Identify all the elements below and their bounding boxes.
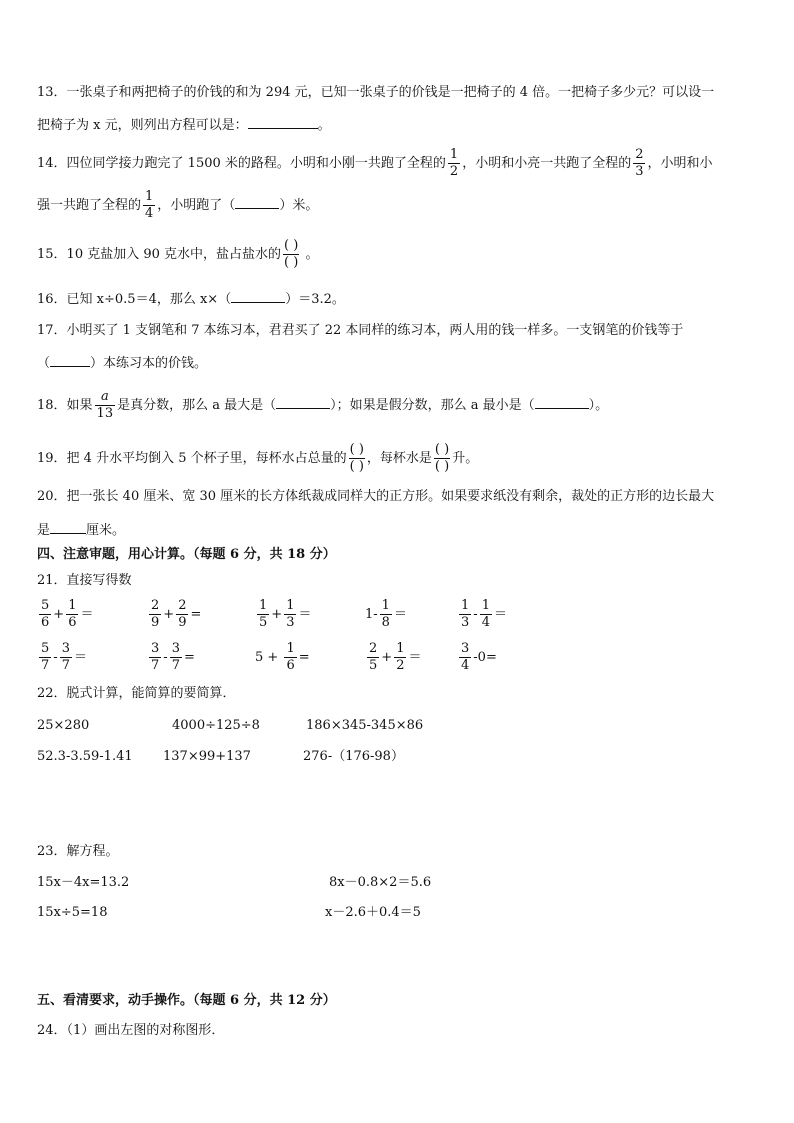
fraction-numerator: 2 (178, 598, 187, 613)
operator: + (53, 607, 65, 622)
fraction (39, 641, 51, 674)
q17-answer-blank[interactable] (50, 353, 90, 367)
equals-sign: ＝ (298, 607, 312, 622)
fraction-numerator: 1 (68, 598, 77, 613)
fraction-numerator: 2 (151, 598, 160, 613)
q21-expression (365, 641, 421, 674)
q17-line1: 17．小明买了 1 支钢笔和 7 本练习本，君君买了 22 本同样的练习本，两人用的钱一样多。一支钢笔的价钱等于 (37, 323, 684, 338)
fraction (39, 598, 51, 631)
fraction-denominator: 7 (41, 658, 50, 673)
q18-line (37, 389, 608, 422)
q18-text-b: 是真分数，那么 a 最大是（ (117, 398, 277, 413)
equals-sign: = (298, 650, 310, 665)
fraction-denominator: ( ) (349, 459, 364, 474)
fraction (284, 598, 296, 631)
fraction-numerator: 3 (61, 641, 70, 656)
q16-text-a: 16．已知 x÷0.5＝4，那么 x×（ (37, 292, 232, 307)
fraction-denominator: 6 (68, 615, 77, 630)
fraction-denominator: 8 (381, 615, 390, 630)
q18-answer-blank-1[interactable] (276, 395, 330, 409)
fraction-denominator: 9 (151, 615, 160, 630)
q14-text-f: ）米。 (279, 198, 319, 213)
q13-line1: 13．一张桌子和两把椅子的价钱的和为 294 元，已知一张桌子的价钱是一把椅子的 4 倍。一把椅子多少元？可以设一 (37, 85, 715, 100)
q22-expr: 4000÷125÷8 (172, 718, 260, 733)
fraction-denominator: 4 (461, 658, 470, 673)
operator: + (163, 607, 175, 622)
q20-text-b: 厘米。 (86, 523, 126, 538)
q23-title: 23．解方程。 (37, 844, 119, 859)
q21-expression (457, 598, 507, 631)
fraction (480, 598, 492, 631)
fraction (60, 641, 72, 674)
q20-line1: 20．把一张长 40 厘米、宽 30 厘米的长方体纸裁成同样大的正方形。如果要求纸没有剩余，裁处的正方形的边长最大 (37, 489, 715, 504)
fraction-numerator: 1 (449, 147, 459, 162)
fraction (367, 641, 379, 674)
fraction-numerator: 5 (41, 641, 50, 656)
operator: - (473, 607, 478, 622)
q20-answer-blank[interactable] (50, 520, 86, 534)
fraction-numerator: 5 (41, 598, 50, 613)
q14-text-e: ，小明跑了（ (157, 198, 236, 213)
fraction (257, 598, 269, 631)
q19-text-a: 19．把 4 升水平均倒入 5 个杯子里，每杯水占总量的 (37, 451, 347, 466)
fraction-numerator: 1 (286, 641, 295, 656)
fraction (66, 598, 78, 631)
q13-text: 把椅子为 x 元，则列出方程可以是： (37, 118, 248, 133)
equals-sign: = (183, 650, 195, 665)
operator: - (163, 650, 168, 665)
q21-expression (365, 598, 407, 631)
q16-line (37, 289, 345, 309)
fraction-denominator: 2 (449, 164, 459, 179)
q24-line: 24．（1）画出左图的对称图形． (37, 1023, 225, 1038)
fraction-denominator: 6 (41, 615, 50, 630)
q18-text-d: ）。 (588, 398, 609, 413)
fraction (394, 641, 406, 674)
q14-text-a: 14．四位同学接力跑完了 1500 米的路程。小明和小刚一共跑了全程的 (37, 156, 446, 171)
q18-text-c: ）；如果是假分数，那么 a 最小是（ (330, 398, 535, 413)
q20-text-a: 是 (37, 523, 51, 538)
fraction-denominator: 9 (178, 615, 187, 630)
q15-end: 。 (305, 247, 319, 262)
q22-expr: 52.3-3.59-1.41 (37, 749, 133, 764)
fraction-denominator: 4 (145, 206, 154, 221)
fraction (170, 641, 182, 674)
q19-fraction-blank-1[interactable] (349, 442, 365, 475)
equals-sign: = (190, 607, 202, 622)
q16-answer-blank[interactable] (231, 289, 285, 303)
q23-equation: x－2.6＋0.4＝5 (325, 905, 421, 920)
q22-title: 22．脱式计算，能简算的要简算． (37, 686, 236, 701)
fraction-numerator: 1 (461, 598, 470, 613)
q16-text-b: ）＝3.2。 (285, 292, 345, 307)
q23-equation: 15x÷5=18 (37, 905, 108, 920)
q23-equation: 8x－0.8×2＝5.6 (329, 875, 432, 890)
fraction-numerator: 1 (145, 189, 154, 204)
operator: + (381, 650, 393, 665)
fraction-denominator: 3 (286, 615, 295, 630)
q14-fraction-2 (633, 147, 645, 180)
equals-sign: ＝ (393, 607, 407, 622)
q21-expression (255, 598, 311, 631)
fraction-numerator: 1 (481, 598, 490, 613)
q18-text-a: 18．如果 (37, 398, 93, 413)
equals-sign: ＝ (73, 650, 87, 665)
fraction-denominator: 3 (635, 164, 644, 179)
fraction-denominator: 2 (396, 658, 405, 673)
fraction-numerator: ( ) (349, 442, 364, 457)
fraction-denominator: 4 (481, 615, 490, 630)
fraction (380, 598, 392, 631)
equals-sign: ＝ (493, 607, 507, 622)
equals-sign: ＝ (80, 607, 94, 622)
fraction (459, 598, 471, 631)
fraction (149, 641, 161, 674)
q15-text: 15．10 克盐加入 90 克水中，盐占盐水的 (37, 247, 282, 262)
q18-answer-blank-2[interactable] (535, 395, 589, 409)
fraction-numerator: 3 (171, 641, 180, 656)
fraction-denominator: 7 (61, 658, 70, 673)
q14-answer-blank[interactable] (235, 195, 279, 209)
q19-text-b: ，每杯水是 (366, 451, 432, 466)
operator: - (53, 650, 58, 665)
fraction-numerator: 1 (286, 598, 295, 613)
q22-expr: 276-（176-98） (303, 749, 404, 764)
fraction-numerator: 1 (381, 598, 390, 613)
q22-expr: 186×345-345×86 (306, 718, 424, 733)
q21-expression (37, 598, 93, 631)
expr-prefix: 1- (365, 607, 378, 622)
q14-text-c: ，小明和小 (647, 156, 713, 171)
q18-fraction (95, 389, 116, 422)
q14-text-d: 强一共跑了全程的 (37, 198, 142, 213)
fraction-denominator: ( ) (284, 255, 299, 270)
q23-equation: 15x－4x=13.2 (37, 875, 130, 890)
q21-expression (457, 641, 497, 674)
fraction-denominator: 13 (96, 406, 114, 421)
expr-prefix: 5 + (255, 650, 283, 665)
fraction-denominator: 6 (286, 658, 295, 673)
q21-expression (147, 598, 201, 631)
fraction-denominator: ( ) (434, 459, 450, 474)
q13-answer-blank[interactable] (248, 115, 318, 129)
q19-text-c: 升。 (452, 451, 479, 466)
fraction-numerator: 1 (396, 641, 405, 656)
q15-fraction-blank[interactable] (283, 238, 299, 271)
q20-line2 (37, 520, 125, 540)
q17-text-a: （ (37, 356, 51, 371)
q15-line (37, 238, 318, 271)
q22-expr: 25×280 (37, 718, 90, 733)
q21-expression (37, 641, 87, 674)
q13-line2 (37, 115, 331, 135)
fraction-denominator: 7 (171, 658, 180, 673)
fraction (149, 598, 161, 631)
fraction-numerator: 3 (151, 641, 160, 656)
q21-title: 21．直接写得数 (37, 573, 132, 588)
q14-text-b: ，小明和小亮一共跑了全程的 (462, 156, 632, 171)
q19-fraction-blank-2[interactable] (434, 442, 450, 475)
q21-expression (147, 641, 195, 674)
fraction-numerator: a (95, 389, 116, 406)
q19-line (37, 442, 478, 475)
fraction-numerator: 1 (259, 598, 268, 613)
section-4-heading: 四、注意审题，用心计算。（每题 6 分，共 18 分） (37, 547, 336, 562)
q14-fraction-3 (143, 189, 155, 222)
operator: + (271, 607, 283, 622)
fraction-numerator: 2 (635, 147, 644, 162)
fraction-numerator: 2 (369, 641, 378, 656)
fraction-denominator: 5 (369, 658, 378, 673)
fraction-numerator: 3 (461, 641, 470, 656)
fraction-denominator: 7 (151, 658, 160, 673)
q14-fraction-1 (448, 147, 460, 180)
fraction-denominator: 3 (461, 615, 470, 630)
q17-line2 (37, 353, 207, 373)
q22-expr: 137×99+137 (163, 749, 251, 764)
equals-sign: -0= (473, 650, 497, 665)
q13-end: 。 (317, 118, 331, 133)
q21-expression (255, 641, 310, 674)
fraction (459, 641, 471, 674)
q17-text-b: ）本练习本的价钱。 (90, 356, 208, 371)
equals-sign: ＝ (408, 650, 422, 665)
fraction-numerator: ( ) (284, 238, 299, 253)
q14-line1 (37, 147, 713, 180)
fraction (284, 641, 296, 674)
fraction-numerator: ( ) (434, 442, 450, 457)
section-5-heading: 五、看清要求，动手操作。（每题 6 分，共 12 分） (37, 993, 336, 1008)
fraction (176, 598, 188, 631)
q14-line2 (37, 189, 318, 222)
fraction-denominator: 5 (259, 615, 268, 630)
